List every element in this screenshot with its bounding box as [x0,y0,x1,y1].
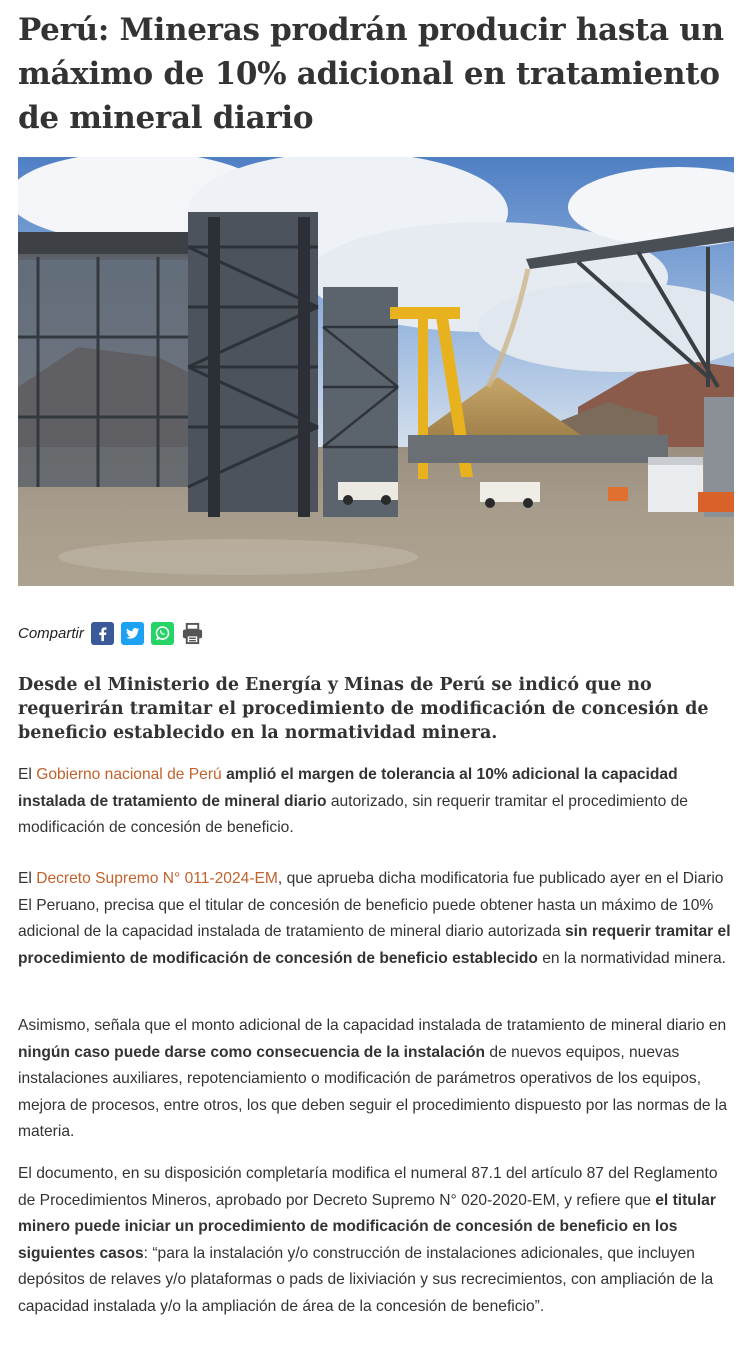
text-run: de nuevos equipos, nuevas instalaciones auxiliares, repotenciamiento o modificación de parámetros operativos de los equipos, mejora de procesos, entre otros, los que deben seguir el procedimiento dispuesto por las normas de la materia. [18,1043,728,1140]
text-run: : “para la instalación y/o construcción de instalaciones adicionales, que incluyen depósitos de relaves y/o plataformas o pads de lixiviación y sus recrecimientos, con ampliación de la capacidad instalada y/o la ampliación de área de la concesión de beneficio”. [18,1244,714,1315]
share-bar [18,619,211,647]
link-gobierno-nacional[interactable]: Gobierno nacional de Perú [36,766,222,783]
text-run: El [18,870,37,887]
text-run: autorizado, sin requerir tramitar el procedimiento de modificación de concesión de beneficio. [18,792,688,836]
hero-image-mining-plant [18,157,734,586]
bold-run: amplió el margen de tolerancia al 10% adicional la capacidad instalada de tratamiento de mineral diario [18,766,678,810]
article-paragraph [18,1013,734,1146]
bold-run: ningún caso puede darse como consecuencia de la instalación [18,1043,486,1061]
facebook-icon[interactable] [91,622,114,645]
whatsapp-icon[interactable] [151,622,174,645]
article-lead: Desde el Ministerio de Energía y Minas de Perú se indicó que no requerirán tramitar el procedimiento de modificación de concesión de beneficio establecido en la normatividad minera. [18,675,709,743]
article-paragraph [18,762,734,842]
text-run: El documento, en su disposición completaría modifica el numeral 87.1 del artículo 87 del Reglamento de Procedimientos Mineros, aprobado por Decreto Supremo N° 020-2020-EM, y refiere que [18,1165,718,1209]
text-run: , que aprueba dicha modificatoria fue publicado ayer en el Diario El Peruano, precisa que el titular de concesión de beneficio puede obtener hasta un máximo de 10% adicional de la capacidad instalada de tratamiento de mineral diario autorizada [18,870,724,940]
article-paragraph [18,1161,734,1320]
text-run: El [18,766,37,783]
text-run: en la normatividad minera. [537,949,726,967]
print-icon[interactable] [181,622,204,645]
article [18,0,734,1315]
bold-run: el titular minero puede iniciar un procedimiento de modificación de concesión de beneficio en los siguientes casos [18,1191,716,1262]
text-run: Asimismo, señala que el monto adicional de la capacidad instalada de tratamiento de mineral diario en [18,1017,727,1034]
twitter-icon[interactable] [121,622,144,645]
share-label: Compartir [18,624,84,642]
link-decreto-supremo[interactable]: Decreto Supremo N° 011-2024-EM [36,870,278,887]
bold-run: sin requerir tramitar el procedimiento de modificación de concesión de beneficio establecido [18,923,731,967]
article-title: Perú: Mineras prodrán producir hasta un máximo de 10% adicional en tratamiento de mineral diario [18,12,724,136]
article-paragraph [18,866,734,972]
